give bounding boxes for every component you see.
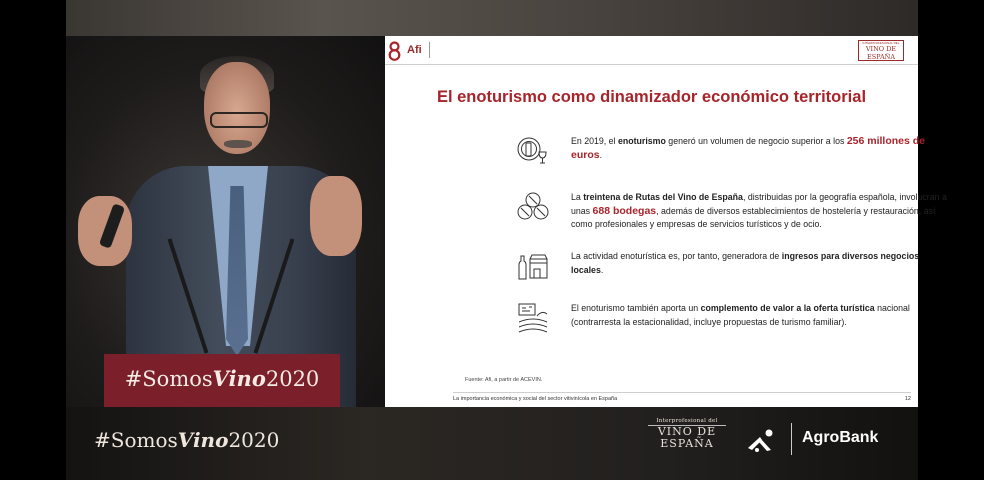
vino-espana-logo: INTERPROFESIONAL DEL VINO DE ESPAÑA bbox=[858, 40, 904, 61]
lectern bbox=[104, 354, 340, 407]
speaker-glasses bbox=[210, 112, 268, 128]
bullet-4-text: El enoturismo también aporta un complemento de valor a la oferta turística nacional (contrarresta la estacionalidad, incluye propuestas de turismo familiar). bbox=[571, 303, 910, 327]
stage-background bbox=[66, 0, 918, 36]
video-frame bbox=[66, 0, 947, 480]
afi-brand-name: Afi bbox=[407, 44, 422, 56]
wine-barrels-icon bbox=[517, 191, 549, 223]
event-hashtag: #SomosVino2020 bbox=[94, 428, 280, 452]
presentation-slide bbox=[385, 36, 947, 407]
slide-header bbox=[385, 36, 918, 65]
vineyard-tourism-icon bbox=[517, 302, 549, 334]
bottle-shop-icon bbox=[517, 250, 549, 282]
slide-source: Fuente: Afi, a partir de ACEVIN. bbox=[465, 377, 543, 383]
slide-footer bbox=[453, 392, 911, 405]
speaker-mustache bbox=[224, 140, 252, 148]
slide-page-number: 12 bbox=[904, 396, 911, 402]
bullet-3-text: La actividad enoturística es, por tanto, generadora de ingresos para diversos negocios locales. bbox=[571, 251, 920, 275]
slide-title: El enoturismo como dinamizador económico territorial bbox=[436, 88, 867, 106]
bullet-1-text: En 2019, el enoturismo generó un volumen de negocio superior a los 256 millones de euros. bbox=[571, 135, 926, 161]
speaker-right-hand bbox=[310, 176, 362, 256]
agrobank-logo: AgroBank bbox=[802, 429, 879, 446]
vino-espana-footer-logo: Interprofesional del VINO DE ESPAÑA bbox=[648, 418, 726, 450]
afi-logo-icon bbox=[388, 41, 401, 61]
caixabank-star-icon bbox=[746, 428, 780, 454]
wine-glass-bottle-icon bbox=[517, 135, 549, 167]
event-banner bbox=[66, 407, 918, 480]
slide-footer-text: La importancia económica y social del sector vitivinícola en España bbox=[453, 396, 618, 402]
speaker-video bbox=[66, 36, 385, 407]
lectern-hashtag: #SomosVino2020 bbox=[124, 366, 320, 391]
bullet-2-text: La treintena de Rutas del Vino de España, distribuidas por la geografía española, involucran a unas 688 bodegas, además de diversos establecimientos de hostelería y restauración, así como profesionales y empresas de servicios turísticos y de ocio. bbox=[571, 192, 947, 229]
bank-divider bbox=[791, 423, 792, 455]
header-divider bbox=[429, 42, 430, 58]
